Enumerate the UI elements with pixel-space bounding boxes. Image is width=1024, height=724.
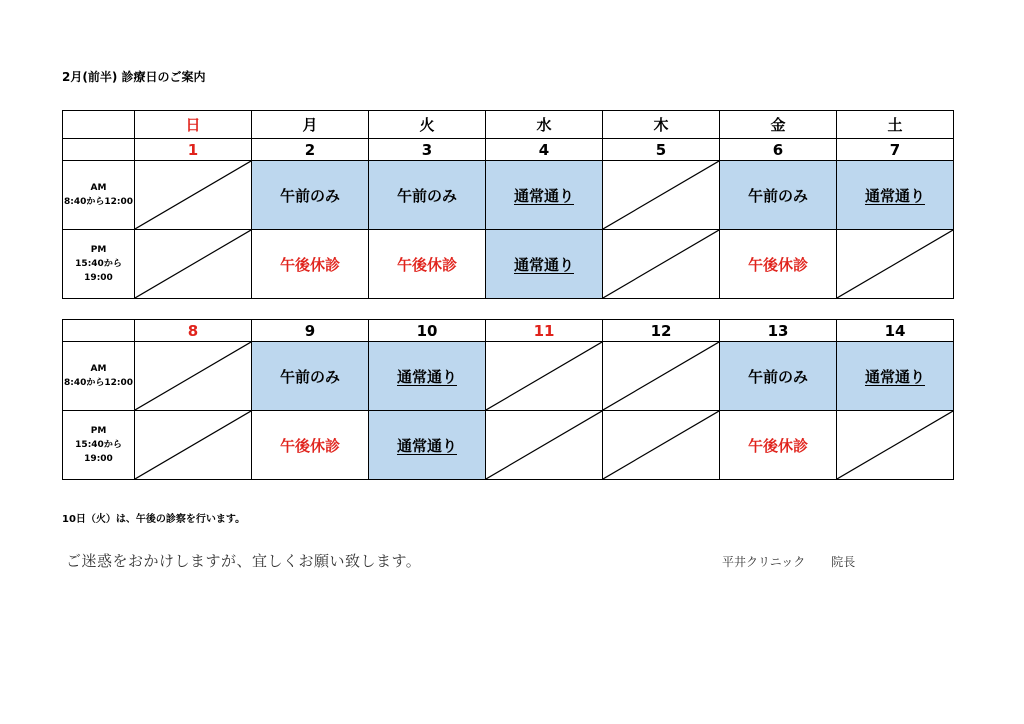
pm-label-cell <box>63 411 135 480</box>
am-slot-cell <box>369 342 486 411</box>
no-service-slash <box>837 411 953 479</box>
status-closed: 午後休診 <box>279 255 340 274</box>
status-normal: 通常通り <box>513 186 574 205</box>
no-service-slash <box>135 411 251 479</box>
no-service-slash <box>135 230 251 298</box>
weekday-header: 木 <box>603 111 720 139</box>
date-cell: 3 <box>369 139 486 161</box>
am-row <box>63 342 954 411</box>
am-slot-cell <box>369 161 486 230</box>
pm-label: PM <box>90 245 107 255</box>
weekday-header-row <box>63 111 954 139</box>
pm-slot-cell <box>837 411 954 480</box>
afternoon-note: 10日（火）は、午後の診察を行います。 <box>62 514 246 525</box>
pm-slot-cell <box>486 230 603 299</box>
pm-slot-cell <box>369 230 486 299</box>
am-slot-cell <box>837 161 954 230</box>
pm-slot-cell <box>252 411 369 480</box>
status-closed: 午後休診 <box>396 255 457 274</box>
pm-slot-cell <box>603 230 720 299</box>
date-cell: 6 <box>720 139 837 161</box>
date-cell: 9 <box>252 320 369 342</box>
corner-cell <box>63 320 135 342</box>
am-hours: 8:40から12:00 <box>63 197 134 207</box>
status-am-only: 午前のみ <box>396 186 457 205</box>
am-slot-cell <box>252 342 369 411</box>
status-closed: 午後休診 <box>747 255 808 274</box>
signature <box>722 553 855 570</box>
status-normal: 通常通り <box>396 436 457 455</box>
am-slot-cell <box>486 161 603 230</box>
weekday-header: 水 <box>486 111 603 139</box>
am-slot-cell <box>135 342 252 411</box>
date-cell: 5 <box>603 139 720 161</box>
am-slot-cell <box>837 342 954 411</box>
date-cell: 12 <box>603 320 720 342</box>
status-closed: 午後休診 <box>747 436 808 455</box>
pm-slot-cell <box>135 230 252 299</box>
am-slot-cell <box>252 161 369 230</box>
date-cell: 1 <box>135 139 252 161</box>
weekday-header: 月 <box>252 111 369 139</box>
no-service-slash <box>837 230 953 298</box>
weekday-header: 日 <box>135 111 252 139</box>
pm-label-cell <box>63 230 135 299</box>
weekday-header: 金 <box>720 111 837 139</box>
pm-hours: 15:40から19:00 <box>75 440 122 464</box>
status-normal: 通常通り <box>396 367 457 386</box>
date-row <box>63 320 954 342</box>
schedule-table-week-2 <box>62 319 954 480</box>
no-service-slash <box>486 411 602 479</box>
am-hours: 8:40から12:00 <box>63 378 134 388</box>
pm-slot-cell <box>720 230 837 299</box>
date-cell: 7 <box>837 139 954 161</box>
no-service-slash <box>603 230 719 298</box>
status-am-only: 午前のみ <box>747 367 808 386</box>
no-service-slash <box>135 161 251 229</box>
weekday-header: 火 <box>369 111 486 139</box>
status-am-only: 午前のみ <box>279 367 340 386</box>
page-title: 2月(前半) 診療日のご案内 <box>62 70 206 84</box>
schedule-table-week-1 <box>62 110 954 299</box>
no-service-slash <box>603 411 719 479</box>
date-cell: 14 <box>837 320 954 342</box>
status-closed: 午後休診 <box>279 436 340 455</box>
apology-message: ご迷惑をおかけしますが、宜しくお願い致します。 <box>66 552 422 570</box>
am-row <box>63 161 954 230</box>
pm-slot-cell <box>603 411 720 480</box>
pm-row <box>63 230 954 299</box>
status-am-only: 午前のみ <box>747 186 808 205</box>
status-am-only: 午前のみ <box>279 186 340 205</box>
pm-slot-cell <box>135 411 252 480</box>
date-cell: 13 <box>720 320 837 342</box>
corner-cell <box>63 139 135 161</box>
director-title: 院長 <box>831 555 856 569</box>
pm-slot-cell <box>486 411 603 480</box>
am-slot-cell <box>603 342 720 411</box>
no-service-slash <box>603 161 719 229</box>
clinic-name: 平井クリニック <box>722 555 806 569</box>
am-slot-cell <box>720 161 837 230</box>
no-service-slash <box>135 342 251 410</box>
pm-slot-cell <box>837 230 954 299</box>
pm-hours: 15:40から19:00 <box>75 259 122 283</box>
am-slot-cell <box>135 161 252 230</box>
pm-slot-cell <box>720 411 837 480</box>
date-cell: 4 <box>486 139 603 161</box>
status-normal: 通常通り <box>864 186 925 205</box>
am-slot-cell <box>720 342 837 411</box>
date-cell: 8 <box>135 320 252 342</box>
pm-label: PM <box>90 426 107 436</box>
am-slot-cell <box>486 342 603 411</box>
status-normal: 通常通り <box>513 255 574 274</box>
status-normal: 通常通り <box>864 367 925 386</box>
corner-cell <box>63 111 135 139</box>
date-cell: 2 <box>252 139 369 161</box>
am-slot-cell <box>603 161 720 230</box>
pm-slot-cell <box>369 411 486 480</box>
am-label: AM <box>90 183 107 193</box>
pm-slot-cell <box>252 230 369 299</box>
date-cell: 11 <box>486 320 603 342</box>
no-service-slash <box>603 342 719 410</box>
no-service-slash <box>486 342 602 410</box>
am-label-cell <box>63 342 135 411</box>
am-label-cell <box>63 161 135 230</box>
am-label: AM <box>90 364 107 374</box>
date-row <box>63 139 954 161</box>
weekday-header: 土 <box>837 111 954 139</box>
date-cell: 10 <box>369 320 486 342</box>
pm-row <box>63 411 954 480</box>
